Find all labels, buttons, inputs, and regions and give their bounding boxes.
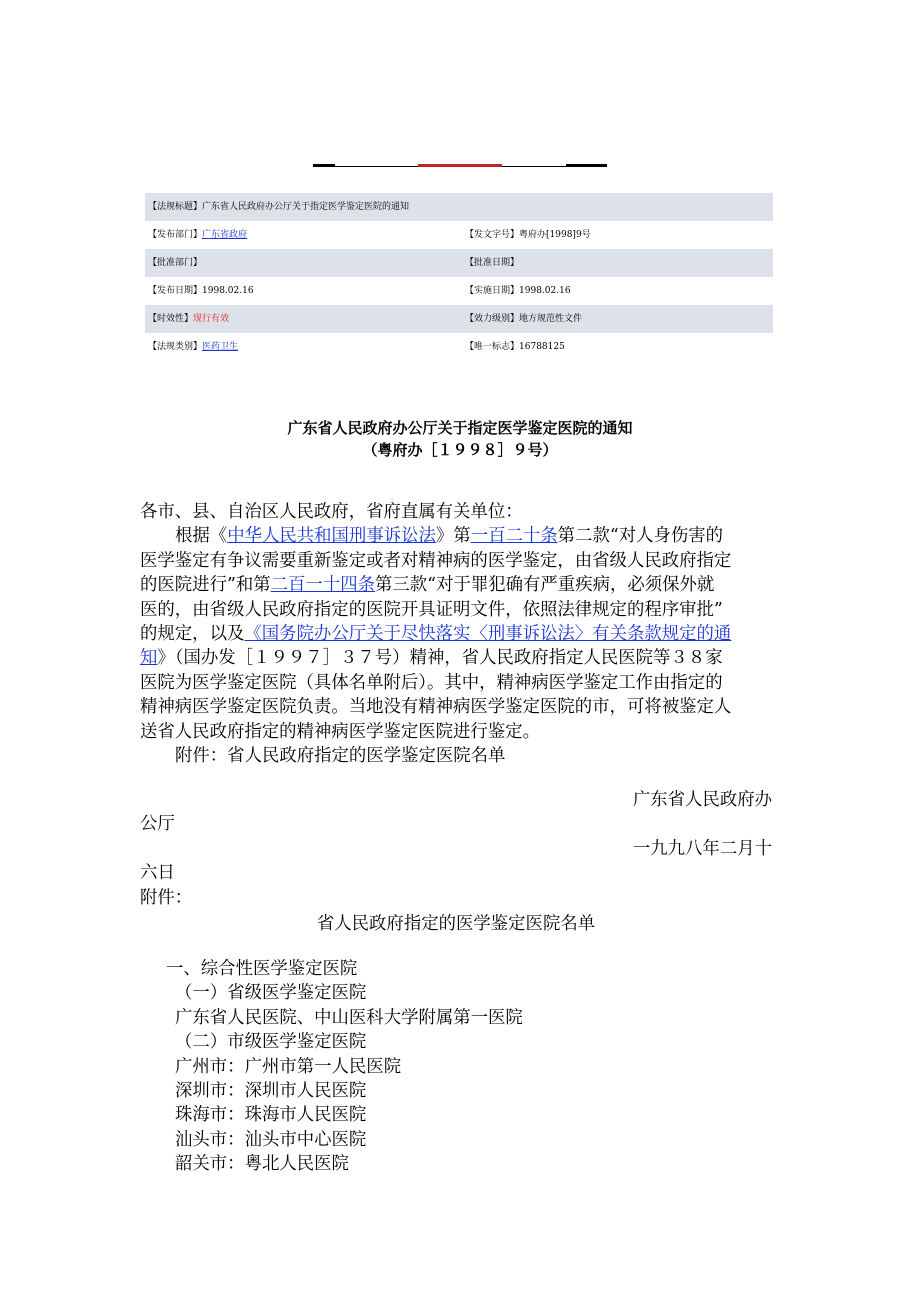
meta-row — [145, 249, 773, 277]
meta-cell — [145, 333, 462, 361]
subsection-heading: （一）省级医学鉴定医院 — [175, 983, 367, 1004]
signature-block — [140, 788, 772, 936]
dept-link[interactable]: 广东省政府 — [202, 230, 248, 240]
meta-value: 16788125 — [519, 342, 565, 352]
meta-cell — [145, 277, 462, 305]
list-item: 汕头市：汕头市中心医院 — [175, 1129, 367, 1150]
meta-label: 【效力级别】 — [465, 314, 520, 324]
meta-cell — [462, 221, 773, 249]
body-line: 医的，由省级人民政府指定的医院开具证明文件，依照法律规定的程序审批” — [140, 599, 723, 620]
signature-org: 广东省人民政府办 — [632, 790, 772, 810]
body-line: 医学鉴定有争议需要重新鉴定或者对精神病的医学鉴定，由省级人民政府指定 — [140, 550, 732, 571]
meta-value: 1998.02.16 — [519, 286, 571, 296]
header-rule-segment — [566, 164, 586, 167]
signature-org-cont: 公厅 — [140, 814, 175, 835]
meta-cell — [462, 277, 773, 305]
body-line — [140, 524, 772, 548]
criminal-procedure-law-link[interactable]: 中华人民共和国刑事诉讼法 — [227, 526, 436, 547]
state-council-notice-link[interactable]: 《国务院办公厅关于尽快落实〈刑事诉讼法〉有关条款规定的通 — [244, 624, 732, 645]
state-council-notice-link-cont[interactable]: 知 — [140, 648, 158, 669]
body-line: 医院为医学鉴定医院（具体名单附后）。其中，精神病医学鉴定工作由指定的 — [140, 672, 723, 693]
meta-cell — [462, 333, 773, 361]
attachment-heading: 附件： — [140, 887, 193, 908]
meta-cell — [145, 221, 462, 249]
meta-cell — [462, 305, 773, 333]
list-item: 珠海市：珠海市人民医院 — [175, 1105, 367, 1126]
section-heading: 一、综合性医学鉴定医院 — [166, 959, 358, 979]
meta-cell — [145, 193, 773, 221]
text-span: 的医院进行”和第 — [140, 575, 271, 596]
signature-date-cont: 六日 — [140, 863, 175, 884]
body-line — [140, 573, 772, 597]
article-214-link[interactable]: 二百一十四条 — [270, 575, 375, 596]
list-item: 深圳市：深圳市人民医院 — [175, 1081, 367, 1102]
subsection-heading: （二）市级医学鉴定医院 — [175, 1032, 367, 1053]
salutation: 各市、县、自治区人民政府，省府直属有关单位： — [140, 502, 523, 522]
list-item: 广东省人民医院、中山医科大学附属第一医院 — [175, 1007, 523, 1028]
header-rule-segment — [586, 164, 607, 167]
meta-row — [145, 221, 773, 249]
body-line — [140, 646, 772, 670]
meta-label: 【法规类别】 — [148, 342, 203, 352]
document-title: 广东省人民政府办公厅关于指定医学鉴定医院的通知 — [287, 419, 633, 437]
meta-label: 【批准部门】 — [148, 258, 203, 268]
text-span: 》（国办发［１９９７］３７号）精神，省人民政府指定人民医院等３８家 — [157, 648, 723, 669]
meta-cell — [145, 305, 462, 333]
article-120-link[interactable]: 一百二十条 — [470, 526, 558, 547]
document-body — [140, 500, 772, 768]
text-span: 》第 — [435, 526, 471, 547]
text-span: 第三款“对于罪犯确有严重疾病，必须保外就 — [375, 575, 715, 596]
body-line: 精神病医学鉴定医院负责。当地没有精神病医学鉴定医院的市，可将被鉴定人 — [140, 697, 732, 718]
list-item: 韶关市：粤北人民医院 — [175, 1154, 349, 1175]
meta-label: 【发布日期】 — [148, 286, 203, 296]
meta-value: 地方规范性文件 — [519, 314, 583, 324]
header-rule-segment — [502, 166, 566, 167]
meta-row — [145, 333, 773, 361]
meta-label: 【时效性】 — [148, 314, 194, 324]
header-rule-segment — [335, 166, 418, 167]
text-span: 第二款“对人身伤害的 — [557, 526, 724, 547]
header-rule-accent — [418, 164, 502, 167]
list-item: 广州市：广州市第一人民医院 — [175, 1056, 402, 1077]
body-line: 送省人民政府指定的精神病医学鉴定医院进行鉴定。 — [140, 721, 540, 742]
meta-value: 广东省人民政府办公厅关于指定医学鉴定医院的通知 — [202, 202, 410, 212]
meta-label: 【实施日期】 — [465, 286, 520, 296]
meta-cell — [462, 249, 773, 277]
document-subtitle: （粤府办［１９９８］９号） — [362, 441, 558, 459]
meta-label: 【批准日期】 — [465, 258, 520, 268]
meta-label: 【唯一标志】 — [465, 342, 520, 352]
category-link[interactable]: 医药卫生 — [202, 342, 239, 352]
header-rule-segment — [313, 164, 335, 167]
meta-value: 粤府办[1998]9号 — [519, 230, 591, 240]
hospital-list — [166, 957, 798, 1177]
meta-label: 【发布部门】 — [148, 230, 203, 240]
meta-row-title — [145, 193, 773, 221]
signature-date: 一九九八年二月十 — [632, 838, 772, 859]
body-line — [140, 622, 772, 646]
meta-label: 【法规标题】 — [148, 202, 203, 212]
text-span: 的规定，以及 — [140, 624, 245, 645]
metadata-table — [145, 193, 773, 361]
meta-cell — [145, 249, 462, 277]
text-span: 根据《 — [175, 526, 228, 547]
list-title: 省人民政府指定的医学鉴定医院名单 — [316, 914, 596, 935]
validity-status: 现行有效 — [193, 314, 230, 324]
attachment-line: 附件：省人民政府指定的医学鉴定医院名单 — [175, 746, 506, 767]
meta-value: 1998.02.16 — [202, 286, 254, 296]
meta-row — [145, 305, 773, 333]
meta-row — [145, 277, 773, 305]
meta-label: 【发文字号】 — [465, 230, 520, 240]
